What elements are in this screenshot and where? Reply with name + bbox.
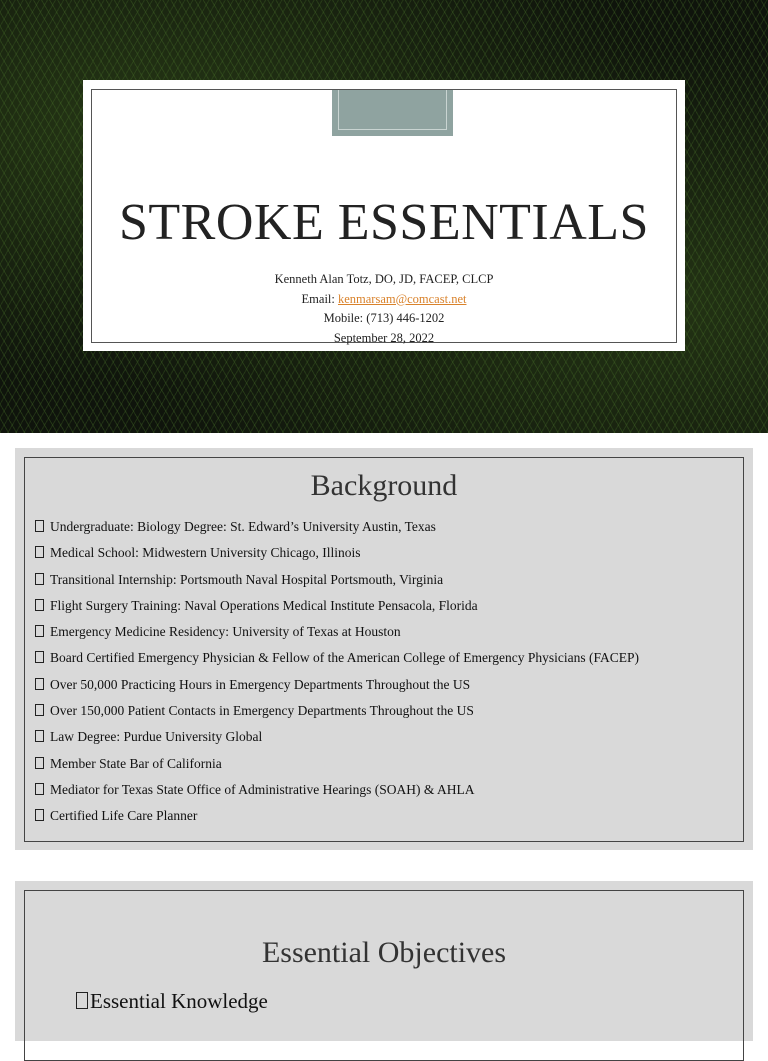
- bullet-box-icon: [35, 704, 44, 716]
- list-item: Transitional Internship: Portsmouth Naval Hospital Portsmouth, Virginia: [35, 567, 639, 593]
- bullet-box-icon: [35, 599, 44, 611]
- bullet-box-icon: [35, 573, 44, 585]
- decorative-tab: [332, 90, 453, 136]
- bullet-box-icon: [35, 783, 44, 795]
- date-line: September 28, 2022: [333, 331, 435, 346]
- title-card: [83, 80, 685, 351]
- objectives-slide-frame: [24, 890, 744, 1061]
- list-item: Board Certified Emergency Physician & Fellow of the American College of Emergency Physicians (FACEP): [35, 645, 639, 671]
- bullet-box-icon: [35, 651, 44, 663]
- presentation-title: STROKE ESSENTIALS: [119, 194, 649, 251]
- list-item: Medical School: Midwestern University Chicago, Illinois: [35, 540, 639, 566]
- bullet-box-icon: [76, 992, 88, 1009]
- presenter-info: [92, 270, 676, 349]
- list-item: Essential Knowledge: [76, 987, 268, 1015]
- background-slide: [15, 448, 753, 850]
- email-label: Email:: [301, 291, 335, 306]
- bullet-box-icon: [35, 520, 44, 532]
- background-slide-frame: [24, 457, 744, 842]
- email-line: [92, 290, 676, 310]
- list-item: Certified Life Care Planner: [35, 803, 639, 829]
- bullet-box-icon: [35, 678, 44, 690]
- bullet-box-icon: [35, 625, 44, 637]
- bullet-box-icon: [35, 730, 44, 742]
- list-item: Emergency Medicine Residency: University of Texas at Houston: [35, 619, 639, 645]
- mobile-line: Mobile: (713) 446-1202: [323, 311, 445, 326]
- background-title: Background: [310, 469, 458, 502]
- email-link[interactable]: kenmarsam@comcast.net: [337, 291, 467, 306]
- title-card-frame: [91, 89, 677, 346]
- list-item: Law Degree: Purdue University Global: [35, 724, 639, 750]
- list-item: Over 50,000 Practicing Hours in Emergency Departments Throughout the US: [35, 672, 639, 698]
- background-list: [35, 514, 639, 830]
- bullet-box-icon: [35, 757, 44, 769]
- bullet-box-icon: [35, 546, 44, 558]
- list-item: Flight Surgery Training: Naval Operations Medical Institute Pensacola, Florida: [35, 593, 639, 619]
- title-slide: [0, 0, 768, 433]
- objectives-slide: [15, 881, 753, 1041]
- objectives-title: Essential Objectives: [261, 936, 507, 969]
- list-item: Mediator for Texas State Office of Administrative Hearings (SOAH) & AHLA: [35, 777, 639, 803]
- list-item: Member State Bar of California: [35, 751, 639, 777]
- list-item: Over 150,000 Patient Contacts in Emergency Departments Throughout the US: [35, 698, 639, 724]
- list-item: Undergraduate: Biology Degree: St. Edward’s University Austin, Texas: [35, 514, 639, 540]
- author-name: Kenneth Alan Totz, DO, JD, FACEP, CLCP: [274, 272, 494, 286]
- bullet-box-icon: [35, 809, 44, 821]
